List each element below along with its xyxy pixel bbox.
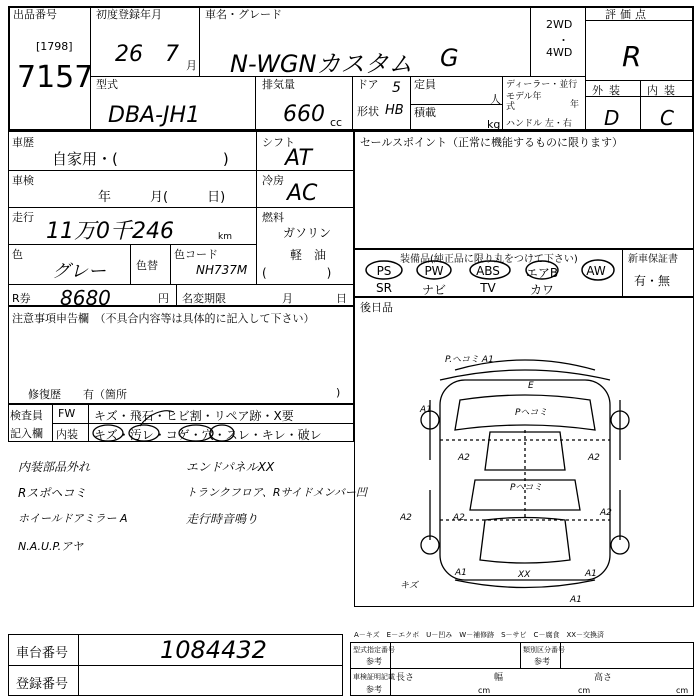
mark-8: A2 <box>600 508 612 518</box>
mark-4: A1 <box>420 405 432 415</box>
divider <box>585 6 586 131</box>
drive-2wd: 2WD <box>546 18 573 31</box>
car-diagram <box>400 340 650 610</box>
repair-label: 修復歴 有（箇所 <box>28 388 127 401</box>
mileage-unit: km <box>218 232 232 242</box>
color-change-label: 色替 <box>136 259 158 272</box>
equip-pw: PW <box>424 264 444 278</box>
color-value: グレー <box>52 261 106 282</box>
name-change-day: 日 <box>336 292 347 305</box>
rating-label: 評価点 <box>605 8 650 21</box>
lot-number: 7157 <box>17 60 94 95</box>
mileage-label: 走行 <box>12 211 34 224</box>
month-unit: 月 <box>186 59 197 72</box>
divider <box>502 76 503 131</box>
inspection-value: 年 月( 日) <box>98 190 226 205</box>
notes-label: 注意事項申告欄 （不具合内容等は具体的に記入して下さい） <box>12 312 315 325</box>
mark-12: A1 <box>585 569 597 579</box>
equip-airbag: エアB <box>525 266 559 280</box>
divider <box>8 170 256 171</box>
equip-sr: SR <box>376 281 392 295</box>
int-label: 内装 <box>56 428 78 441</box>
history-value: 自家用・( ) <box>52 150 229 168</box>
exterior-label: 外装 <box>592 84 626 97</box>
handle-label: ハンドル 左・右 <box>506 119 572 129</box>
divider <box>8 207 256 208</box>
divider <box>199 6 200 76</box>
divider <box>90 6 91 131</box>
length-label: 長さ <box>396 673 415 683</box>
year-unit: 年 <box>570 100 580 110</box>
capacity-label: 定員 <box>414 78 436 91</box>
dealer-label: ディーラー・並行 <box>506 80 578 90</box>
divider <box>530 6 531 76</box>
mark-15: キズ <box>400 581 418 591</box>
new-car-warranty-label: 新車保証書 <box>628 254 678 265</box>
equip-ps: PS <box>376 264 392 278</box>
verify-label: 車検証明記載 <box>353 673 395 681</box>
color-code-label: 色コード <box>174 248 218 261</box>
divider <box>640 80 641 131</box>
fw-items: キズ・飛石・ヒビ割・リペア跡・X要 <box>94 409 294 423</box>
mark-6: A2 <box>588 453 600 463</box>
interior-label: 内装 <box>647 84 681 97</box>
color-code-value: NH737M <box>196 263 248 277</box>
divider <box>8 284 354 285</box>
mark-7: A2 <box>400 513 412 523</box>
mark-1: P.ヘコミ A1 <box>445 355 494 365</box>
note-4: N.A.U.P.アヤ <box>18 540 84 553</box>
shape-value: HB <box>385 103 404 118</box>
shift-label: シフト <box>262 136 295 149</box>
divider <box>350 668 694 669</box>
car-name: N-WGNカスタム <box>230 50 413 78</box>
car-name-label: 車名・グレード <box>205 8 282 21</box>
mark-3: Pヘコミ <box>515 408 548 418</box>
new-car-warranty-value: 有・無 <box>634 274 671 288</box>
sales-point-label: セールスポイント（正常に機能するものに限ります） <box>360 136 624 149</box>
divider <box>585 96 694 97</box>
equip-abs: ABS <box>476 264 500 278</box>
repair-close: ) <box>336 386 341 399</box>
mark-13: XX <box>518 570 531 580</box>
fuel-gasoline: ガソリン <box>283 226 332 240</box>
inspector-marks <box>88 404 354 442</box>
ac-label: 冷房 <box>262 174 284 187</box>
inspector-label1: 検査員 <box>10 409 43 422</box>
chassis-label: 車台番号 <box>16 646 69 661</box>
shift-value: AT <box>285 146 312 171</box>
doors-value: 5 <box>392 80 401 96</box>
lot-label: 出品番号 <box>13 8 57 21</box>
drive-separator: ・ <box>558 34 569 47</box>
recycle-value: 8680 <box>60 286 111 310</box>
ref1: 参考 <box>366 657 382 666</box>
inspection-label: 車検 <box>12 174 34 187</box>
note-3: ホイールドアミラー A <box>18 512 128 525</box>
load-unit: kg <box>487 118 501 131</box>
mark-14: A1 <box>570 595 582 605</box>
model-year-label: モデル年式 <box>506 92 542 112</box>
rating-value: R <box>622 40 642 73</box>
name-change-label: 名変期限 <box>182 292 226 305</box>
width-label: 幅 <box>494 673 504 683</box>
equip-navi: ナビ <box>421 283 446 297</box>
equipment-circles <box>354 249 624 297</box>
divider <box>256 170 354 171</box>
model-cert-label: 型式指定番号 <box>353 646 395 654</box>
later-label: 後日品 <box>360 301 393 314</box>
first-reg-label: 初度登録年月 <box>96 8 162 21</box>
displacement-label: 排気量 <box>262 78 295 91</box>
color-label: 色 <box>12 248 23 261</box>
note-2: Rスポヘコミ <box>18 486 87 500</box>
exterior-value: D <box>604 106 620 130</box>
fuel-diesel: 軽 油 <box>290 248 327 262</box>
displacement-value: 660 <box>283 102 325 127</box>
equipment-label: 装備品(純正品に限り丸をつけて下さい) <box>400 254 578 265</box>
first-reg-year: 26 <box>115 42 143 67</box>
load-label: 積載 <box>414 106 436 119</box>
height-label: 高さ <box>594 673 613 683</box>
ref2: 参考 <box>534 657 550 666</box>
ref3: 参考 <box>366 685 382 694</box>
mileage-value: 11万0千246 <box>46 219 174 244</box>
divider <box>78 634 79 696</box>
mark-9: Pヘコミ <box>510 483 543 493</box>
recycle-label: R券 <box>12 292 31 305</box>
note-7: 走行時音鳴り <box>186 512 259 526</box>
fuel-label: 燃料 <box>262 211 284 224</box>
lot-code: [1798] <box>36 40 73 53</box>
first-reg-month: 7 <box>165 42 179 67</box>
divider <box>130 244 131 284</box>
length-unit: cm <box>478 686 491 695</box>
equip-tv: TV <box>480 281 496 295</box>
model-label: 型式 <box>96 78 118 91</box>
grade: G <box>440 44 459 72</box>
mark-11: A1 <box>455 568 467 578</box>
cert-block <box>350 642 694 696</box>
shape-label: 形状 <box>357 105 379 118</box>
inspector-label2: 記入欄 <box>10 427 43 440</box>
reg-label: 登録番号 <box>16 677 69 692</box>
divider <box>585 20 694 21</box>
chassis-value: 1084432 <box>160 636 267 664</box>
ac-value: AC <box>287 181 318 206</box>
divider <box>8 244 256 245</box>
class-label: 類別区分番号 <box>523 646 565 654</box>
int-items: キズ・汚レ・コゲ・穴・スレ・キレ・破レ <box>94 428 322 442</box>
name-change-month: 月 <box>282 292 293 305</box>
doors-label: ドア <box>357 78 379 91</box>
recycle-unit: 円 <box>158 292 169 305</box>
divider <box>352 76 353 131</box>
displacement-unit: cc <box>330 116 343 129</box>
interior-value: C <box>660 106 674 130</box>
mark-10: A2 <box>453 513 465 523</box>
fw-label: FW <box>58 407 76 420</box>
note-6: トランクフロア、Rサイドメンバー凹 <box>186 486 367 499</box>
equip-aw: AW <box>586 264 606 278</box>
divider <box>8 665 343 666</box>
history-label: 車歴 <box>12 136 34 149</box>
divider <box>255 76 256 131</box>
fuel-paren: ( ) <box>262 266 332 280</box>
divider <box>256 207 354 208</box>
divider <box>520 642 521 668</box>
legend: A－キズ E－エクボ U－凹み W－補修跡 S－サビ C－腐食 XX－交換済 <box>354 631 605 639</box>
mark-5: A2 <box>458 453 470 463</box>
equip-leather: カワ <box>529 283 554 297</box>
note-1: 内装部品外れ <box>18 460 91 474</box>
divider <box>176 284 177 306</box>
drive-4wd: 4WD <box>546 46 573 59</box>
height-unit: cm <box>676 686 689 695</box>
capacity-unit: 人 <box>490 93 501 106</box>
mark-2: E <box>528 381 534 391</box>
model-value: DBA-JH1 <box>108 103 201 128</box>
note-5: エンドパネルXX <box>186 460 275 474</box>
divider <box>170 244 171 284</box>
width-unit: cm <box>578 686 591 695</box>
